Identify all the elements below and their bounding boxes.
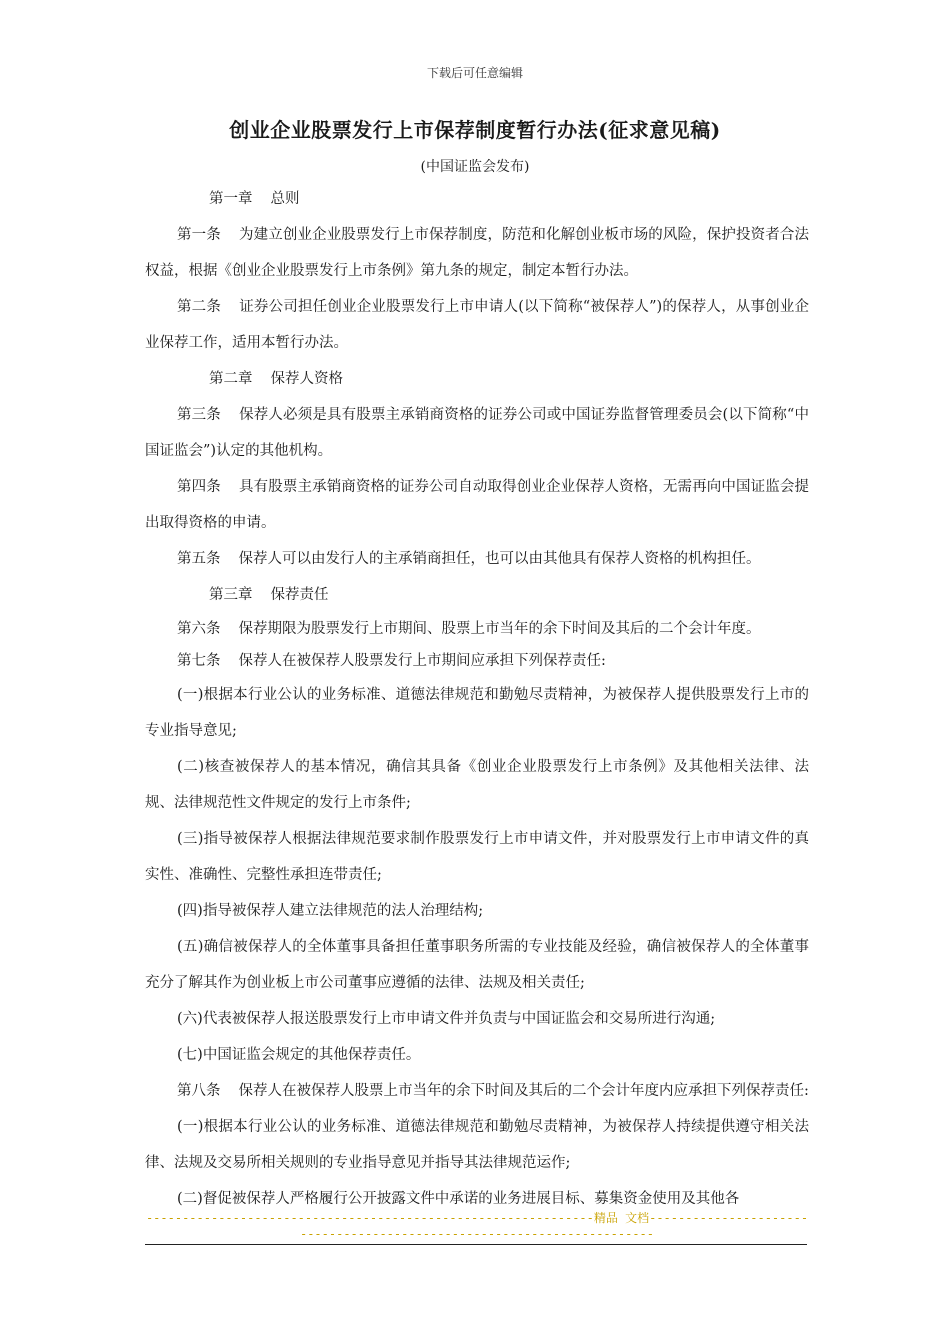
list-item: (三)指导被保荐人根据法律规范要求制作股票发行上市申请文件，并对股票发行上市申请文件的真实性、准确性、完整性承担连带责任;	[145, 831, 809, 883]
document-body	[145, 181, 809, 1217]
footer-divider	[145, 1244, 807, 1245]
list-item: (二)核查被保荐人的基本情况，确信其具备《创业企业股票发行上市条例》及其他相关法律、法规、法律规范性文件规定的发行上市条件;	[145, 759, 809, 811]
document-subtitle: (中国证监会发布)	[420, 159, 530, 175]
article-1: 第一条 为建立创业企业股票发行上市保荐制度，防范和化解创业板市场的风险，保护投资者合法权益，根据《创业企业股票发行上市条例》第九条的规定，制定本暂行办法。	[145, 227, 809, 279]
article-8: 第八条 保荐人在被保荐人股票上市当年的余下时间及其后的二个会计年度内应承担下列保荐责任:	[177, 1083, 809, 1099]
chapter-heading: 第一章 总则	[209, 191, 300, 207]
article-6: 第六条 保荐期限为股票发行上市期间、股票上市当年的余下时间及其后的二个会计年度。	[177, 621, 761, 637]
article-7: 第七条 保荐人在被保荐人股票发行上市期间应承担下列保荐责任:	[177, 653, 606, 669]
list-item: (四)指导被保荐人建立法律规范的法人治理结构;	[177, 903, 484, 919]
list-item: (六)代表被保荐人报送股票发行上市申请文件并负责与中国证监会和交易所进行沟通;	[177, 1011, 716, 1027]
chapter-heading: 第二章 保荐人资格	[209, 371, 343, 387]
list-item: (五)确信被保荐人的全体董事具备担任董事职务所需的专业技能及经验，确信被保荐人的全体董事充分了解其作为创业板上市公司董事应遵循的法律、法规及相关责任;	[145, 939, 809, 991]
article-3: 第三条 保荐人必须是具有股票主承销商资格的证券公司或中国证券监督管理委员会(以下简称“中国证监会”)认定的其他机构。	[145, 407, 809, 459]
article-4: 第四条 具有股票主承销商资格的证券公司自动取得创业企业保荐人资格，无需再向中国证监会提出取得资格的申请。	[145, 479, 809, 531]
list-item: (一)根据本行业公认的业务标准、道德法律规范和勤勉尽责精神，为被保荐人持续提供遵守相关法律、法规及交易所相关规则的专业指导意见并指导其法律规范运作;	[145, 1119, 809, 1171]
list-item: (二)督促被保荐人严格履行公开披露文件中承诺的业务进展目标、募集资金使用及其他各	[177, 1191, 740, 1207]
list-item: (一)根据本行业公认的业务标准、道德法律规范和勤勉尽责精神，为被保荐人提供股票发行上市的专业指导意见;	[145, 687, 809, 739]
article-2: 第二条 证券公司担任创业企业股票发行上市申请人(以下简称“被保荐人”)的保荐人，从事创业企业保荐工作，适用本暂行办法。	[145, 299, 810, 351]
header-note: 下载后可任意编辑	[426, 66, 523, 80]
list-item: (七)中国证监会规定的其他保荐责任。	[177, 1047, 421, 1063]
chapter-heading: 第三章 保荐责任	[209, 587, 329, 603]
footer-watermark-line: --------------------------------------------------------------精品 文档-----------------------------------------------------------------------	[145, 1211, 809, 1241]
article-5: 第五条 保荐人可以由发行人的主承销商担任，也可以由其他具有保荐人资格的机构担任。	[177, 551, 761, 567]
document-title: 创业企业股票发行上市保荐制度暂行办法(征求意见稿)	[229, 118, 721, 142]
